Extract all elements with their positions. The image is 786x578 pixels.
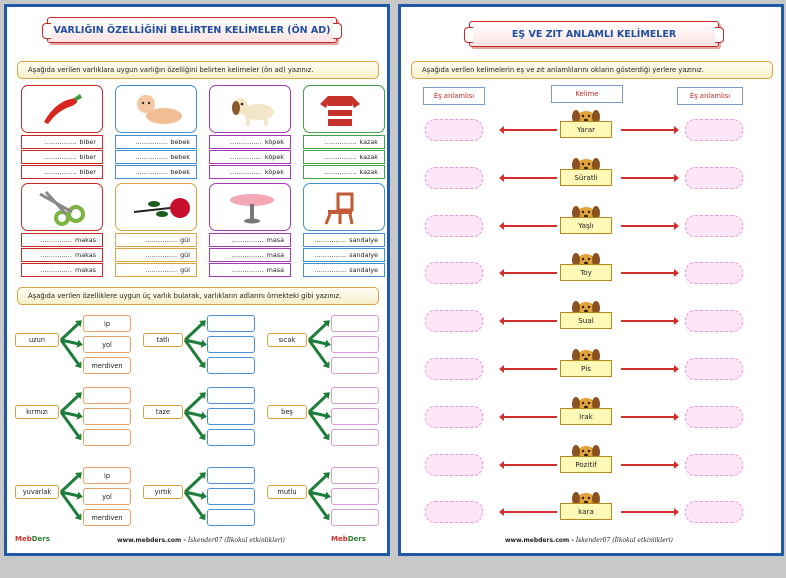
dots: ……………	[40, 251, 73, 259]
answer-cloud-right[interactable]	[685, 501, 743, 523]
red-arrow-right	[621, 368, 675, 370]
header-word: Kelime	[551, 85, 623, 103]
answer-cloud-right[interactable]	[685, 358, 743, 380]
word-card: Pis	[560, 360, 612, 377]
word-card: kara	[560, 503, 612, 520]
green-arrow-shaft	[61, 475, 79, 492]
red-arrow-left	[503, 272, 557, 274]
green-arrow-head	[77, 340, 83, 348]
adjective-box: kırmızı	[15, 405, 59, 419]
dots: ……………	[231, 251, 264, 259]
green-arrow-head	[325, 412, 331, 420]
dots: ……………	[145, 251, 178, 259]
red-arrow-left	[503, 368, 557, 370]
left-title: VARLIĞIN ÖZELLİĞİNİ BELİRTEN KELİMELER (ÖN AD)	[53, 24, 331, 36]
answer-cloud-left[interactable]	[425, 501, 483, 523]
dots: ……………	[231, 266, 264, 274]
dots: ……………	[145, 266, 178, 274]
word-card: Süratli	[560, 169, 612, 186]
noun-label: makas	[75, 236, 96, 244]
green-arrow-head	[201, 492, 207, 500]
right-title-banner	[469, 21, 719, 47]
red-arrow-left	[503, 416, 557, 418]
header-synonym-right: Eş anlamlısı	[677, 87, 743, 105]
green-arrow-shaft	[61, 323, 79, 340]
noun-label: biber	[79, 153, 96, 161]
dots: ……………	[229, 138, 262, 146]
word-card: Sual	[560, 312, 612, 329]
right-instruction-text: Aşağıda verilen kelimelerin eş ve zıt anlamlılarını okların gösterdiği yerlere yazınız.	[422, 66, 704, 74]
green-arrow-head	[201, 412, 207, 420]
noun-label: kazak	[359, 138, 378, 146]
adjective-box: mutlu	[267, 485, 307, 499]
dots: ……………	[314, 236, 347, 244]
mebders-logo-left: MebDers	[15, 535, 50, 543]
word-card: Yarar	[560, 121, 612, 138]
answer-box[interactable]: merdiven	[83, 357, 131, 374]
dots: ……………	[135, 138, 168, 146]
noun-label: köpek	[264, 138, 284, 146]
red-arrow-left	[503, 225, 557, 227]
noun-label: köpek	[264, 153, 284, 161]
header-synonym-left: Eş anlamlısı	[423, 87, 485, 105]
answer-cloud-left[interactable]	[425, 310, 483, 332]
green-arrow-head	[77, 492, 83, 500]
red-arrow-left	[503, 320, 557, 322]
noun-label: sandalye	[349, 251, 378, 259]
dots: ……………	[135, 153, 168, 161]
adjective-box: yırtık	[143, 485, 183, 499]
answer-box[interactable]: merdiven	[83, 509, 131, 526]
answer-cloud-right[interactable]	[685, 454, 743, 476]
green-arrow-shaft	[309, 323, 327, 340]
green-arrows	[7, 7, 393, 559]
adjective-box: uzun	[15, 333, 59, 347]
noun-label: makas	[75, 266, 96, 274]
red-arrow-left	[503, 177, 557, 179]
red-arrow-left	[503, 129, 557, 131]
instruction-2-text: Aşağıda verilen özelliklere uygun üç varlık bularak, varlıkların adlarını örnekteki gibi yazınız.	[28, 292, 342, 300]
worksheet-left	[4, 4, 390, 556]
noun-label: bebek	[170, 138, 190, 146]
noun-label: masa	[266, 236, 284, 244]
answer-cloud-left[interactable]	[425, 119, 483, 141]
worksheet-right	[398, 4, 784, 556]
red-arrow-right	[621, 272, 675, 274]
answer-cloud-right[interactable]	[685, 215, 743, 237]
dots: ……………	[40, 236, 73, 244]
answer-box[interactable]: ip	[83, 467, 131, 484]
noun-label: kazak	[359, 168, 378, 176]
red-arrow-right	[621, 129, 675, 131]
dots: ……………	[324, 153, 357, 161]
answer-box[interactable]: yol	[83, 488, 131, 505]
answer-cloud-right[interactable]	[685, 406, 743, 428]
dots: ……………	[229, 153, 262, 161]
dots: ……………	[40, 266, 73, 274]
green-arrow-shaft	[185, 323, 203, 340]
noun-label: bebek	[170, 153, 190, 161]
left-footer: www.mebders.com - İskender07 (İlkokul etkinlikleri)	[117, 537, 285, 544]
dots: ……………	[44, 168, 77, 176]
noun-label: kazak	[359, 153, 378, 161]
red-arrow-right	[621, 320, 675, 322]
dots: ……………	[44, 153, 77, 161]
dots: ……………	[324, 168, 357, 176]
red-arrow-right	[621, 177, 675, 179]
red-arrow-left	[503, 464, 557, 466]
red-arrow-right	[621, 416, 675, 418]
green-arrow-head	[325, 492, 331, 500]
noun-label: bebek	[170, 168, 190, 176]
red-arrow-right	[621, 464, 675, 466]
footer-author: İskender07 (İlkokul etkinlikleri)	[575, 537, 673, 544]
word-card: Toy	[560, 264, 612, 281]
answer-box[interactable]: yol	[83, 336, 131, 353]
dots: ……………	[324, 138, 357, 146]
noun-label: gül	[180, 236, 190, 244]
noun-label: masa	[266, 266, 284, 274]
noun-label: gül	[180, 266, 190, 274]
word-card: Pozitif	[560, 456, 612, 473]
dots: ……………	[314, 251, 347, 259]
dots: ……………	[44, 138, 77, 146]
answer-cloud-left[interactable]	[425, 406, 483, 428]
answer-cloud-right[interactable]	[685, 310, 743, 332]
dots: ……………	[135, 168, 168, 176]
answer-cloud-left[interactable]	[425, 454, 483, 476]
answer-cloud-right[interactable]	[685, 167, 743, 189]
noun-label: biber	[79, 168, 96, 176]
answer-cloud-left[interactable]	[425, 358, 483, 380]
noun-label: masa	[266, 251, 284, 259]
dots: ……………	[314, 266, 347, 274]
dots: ……………	[229, 168, 262, 176]
noun-label: sandalye	[349, 236, 378, 244]
noun-label: makas	[75, 251, 96, 259]
noun-label: gül	[180, 251, 190, 259]
answer-cloud-left[interactable]	[425, 167, 483, 189]
adjective-box: sıcak	[267, 333, 307, 347]
answer-cloud-right[interactable]	[685, 262, 743, 284]
adjective-box: yuvarlak	[15, 485, 59, 499]
word-card: Irak	[560, 408, 612, 425]
green-arrow-head	[325, 340, 331, 348]
green-arrow-shaft	[185, 395, 203, 412]
instruction-1-text: Aşağıda verilen varlıklara uygun varlığın özelliğini belirten kelimeler (ön ad) yazınız.	[28, 66, 314, 74]
green-arrow-head	[201, 340, 207, 348]
red-arrow-right	[621, 225, 675, 227]
word-card: Yaşlı	[560, 217, 612, 234]
answer-box[interactable]: ip	[83, 315, 131, 332]
adjective-box: taze	[143, 405, 183, 419]
answer-cloud-left[interactable]	[425, 215, 483, 237]
mebders-logo-right: MebDers	[331, 535, 366, 543]
red-arrow-right	[621, 511, 675, 513]
footer-author: İskender07 (İlkokul etkinlikleri)	[187, 537, 285, 544]
red-arrow-left	[503, 511, 557, 513]
footer-site: www.mebders.com	[117, 537, 182, 544]
dots: ……………	[231, 236, 264, 244]
green-arrow-shaft	[309, 475, 327, 492]
green-arrow-shaft	[185, 475, 203, 492]
right-instruction	[411, 61, 773, 79]
noun-label: köpek	[264, 168, 284, 176]
right-footer: www.mebders.com - İskender07 (İlkokul etkinlikleri)	[505, 537, 673, 544]
answer-cloud-left[interactable]	[425, 262, 483, 284]
adjective-box: tatlı	[143, 333, 183, 347]
adjective-box: beş	[267, 405, 307, 419]
footer-site: www.mebders.com	[505, 537, 570, 544]
noun-label: sandalye	[349, 266, 378, 274]
right-title: EŞ VE ZIT ANLAMLI KELİMELER	[511, 28, 677, 40]
green-arrow-head	[77, 412, 83, 420]
noun-label: biber	[79, 138, 96, 146]
answer-cloud-right[interactable]	[685, 119, 743, 141]
green-arrow-shaft	[61, 395, 79, 412]
green-arrow-shaft	[309, 395, 327, 412]
dots: ……………	[145, 236, 178, 244]
